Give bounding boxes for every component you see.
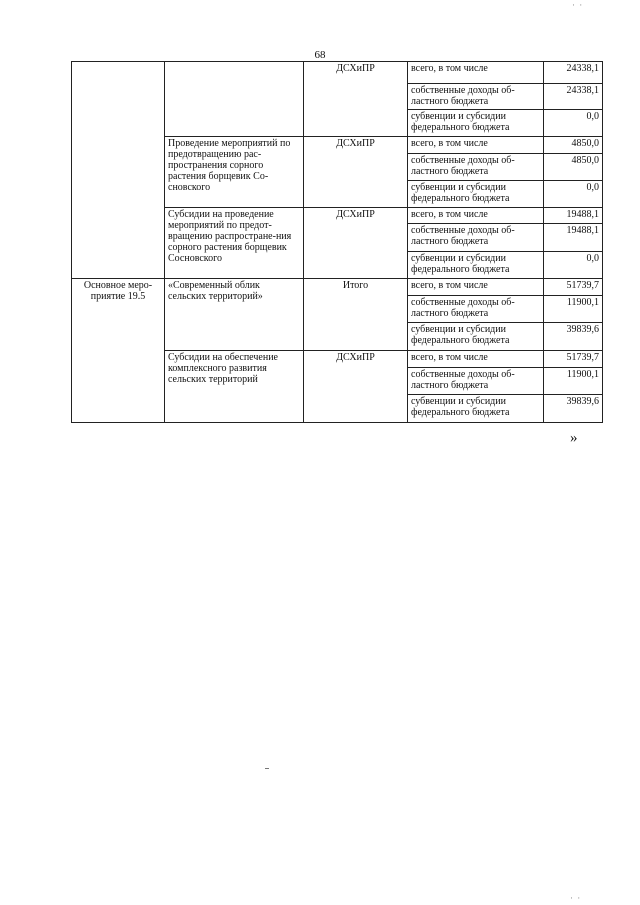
funding-source-cell: субвенции и субсидии федерального бюджета	[408, 395, 544, 423]
measure-name-cell	[165, 62, 304, 137]
funding-source-cell: собственные доходы об-ластного бюджета	[408, 154, 544, 181]
funding-source-cell: субвенции и субсидии федерального бюджета	[408, 110, 544, 137]
amount-cell: 39839,6	[544, 395, 603, 423]
scan-artifact: · ·	[570, 893, 582, 903]
page-number: 68	[314, 49, 326, 61]
amount-cell: 24338,1	[544, 62, 603, 84]
funding-source-cell: субвенции и субсидии федерального бюджета	[408, 181, 544, 208]
closing-quote-mark: »	[570, 430, 578, 446]
amount-cell: 51739,7	[544, 351, 603, 368]
measure-name-cell: Субсидии на проведение мероприятий по предот-вращению распростране-ния сорного растения борщевик Сосновского	[165, 208, 304, 279]
measure-name-cell: «Современный облик сельских территорий»	[165, 279, 304, 351]
amount-cell: 39839,6	[544, 323, 603, 351]
executor-cell: ДСХиПР	[304, 62, 408, 137]
executor-cell: Итого	[304, 279, 408, 351]
executor-cell: ДСХиПР	[304, 137, 408, 208]
measure-name-cell: Субсидии на обеспечение комплексного развития сельских территорий	[165, 351, 304, 423]
funding-source-cell: всего, в том числе	[408, 62, 544, 84]
funding-source-cell: собственные доходы об-ластного бюджета	[408, 368, 544, 395]
amount-cell: 0,0	[544, 252, 603, 279]
measure-name-cell: Проведение мероприятий по предотвращению рас-пространения сорного растения борщевик Со-сновского	[165, 137, 304, 208]
funding-source-cell: всего, в том числе	[408, 279, 544, 296]
funding-source-cell: собственные доходы об-ластного бюджета	[408, 224, 544, 252]
executor-cell: ДСХиПР	[304, 351, 408, 423]
amount-cell: 11900,1	[544, 368, 603, 395]
amount-cell: 24338,1	[544, 84, 603, 110]
funding-source-cell: всего, в том числе	[408, 137, 544, 154]
event-cell	[72, 62, 165, 279]
event-cell: Основное меро-приятие 19.5	[72, 279, 165, 423]
funding-source-cell: собственные доходы об-ластного бюджета	[408, 84, 544, 110]
scan-artifact	[265, 768, 269, 769]
amount-cell: 19488,1	[544, 224, 603, 252]
amount-cell: 19488,1	[544, 208, 603, 224]
amount-cell: 11900,1	[544, 296, 603, 323]
amount-cell: 4850,0	[544, 154, 603, 181]
funding-source-cell: собственные доходы об-ластного бюджета	[408, 296, 544, 323]
table-row	[72, 62, 603, 84]
amount-cell: 0,0	[544, 181, 603, 208]
funding-source-cell: субвенции и субсидии федерального бюджета	[408, 323, 544, 351]
budget-table	[71, 61, 603, 423]
funding-source-cell: всего, в том числе	[408, 351, 544, 368]
executor-cell: ДСХиПР	[304, 208, 408, 279]
amount-cell: 51739,7	[544, 279, 603, 296]
scan-artifact: · ·	[572, 0, 584, 10]
amount-cell: 4850,0	[544, 137, 603, 154]
table-row	[72, 279, 603, 296]
amount-cell: 0,0	[544, 110, 603, 137]
funding-source-cell: субвенции и субсидии федерального бюджета	[408, 252, 544, 279]
funding-source-cell: всего, в том числе	[408, 208, 544, 224]
